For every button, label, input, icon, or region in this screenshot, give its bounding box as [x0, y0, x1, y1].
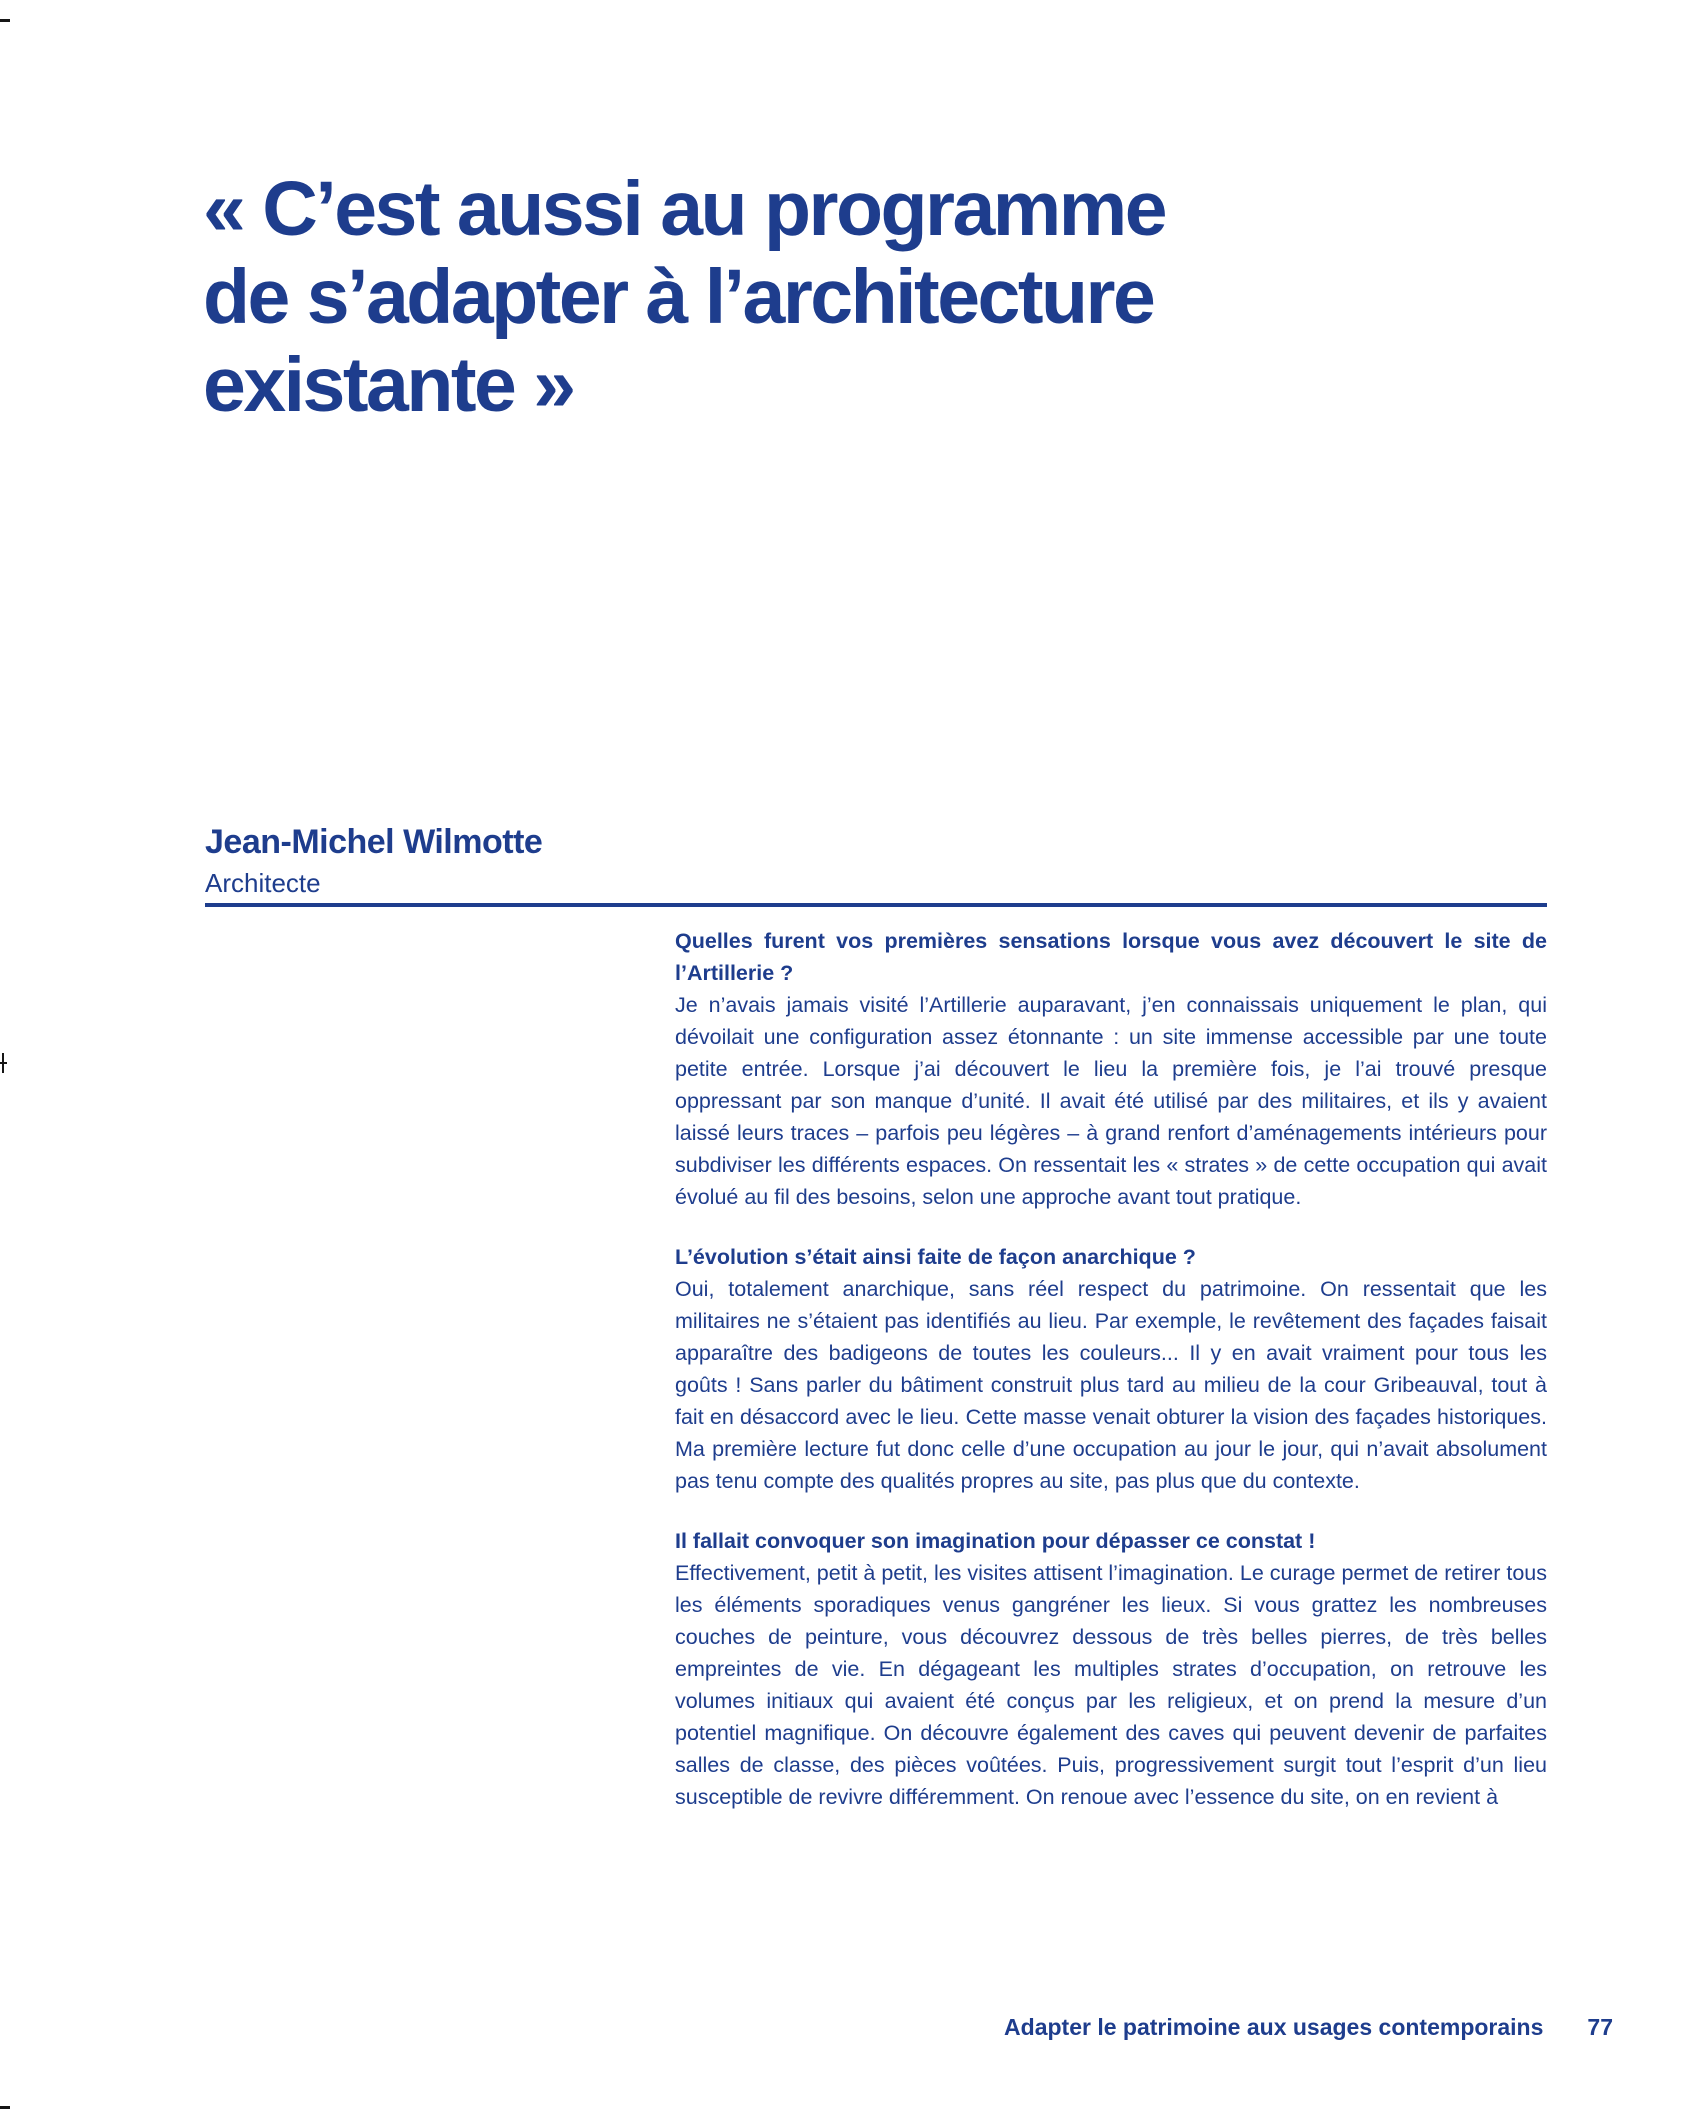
crop-mark-top-left — [0, 19, 10, 22]
footer-section-label: Adapter le patrimoine aux usages contemporains — [1004, 2014, 1544, 2040]
interview-answer: Oui, totalement anarchique, sans réel respect du patrimoine. On ressentait que les militaires ne s’étaient pas identifiés au lieu. Par exemple, le revêtement des façades faisait apparaître des badigeons de toutes les couleurs... Il y en avait vraiment pour tous les goûts ! Sans parler du bâtiment construit plus tard au milieu de la cour Gribeauval, tout à fait en désaccord avec le lieu. Cette masse venait obturer la vision des façades historiques. Ma première lecture fut donc celle d’une occupation au jour le jour, qui n’avait absolument pas tenu compte des qualités propres au site, pas plus que du contexte. — [675, 1277, 1547, 1493]
title-line-2: de s’adapter à l’architecture — [203, 254, 1154, 340]
interview-question: Il fallait convoquer son imagination pour dépasser ce constat ! — [675, 1529, 1316, 1553]
title-line-1: « C’est aussi au programme — [203, 166, 1166, 252]
title-line-3: existante » — [203, 342, 574, 428]
qa-block-2 — [675, 1241, 1547, 1497]
interview-question: L’évolution s’était ainsi faite de façon anarchique ? — [675, 1245, 1196, 1269]
qa-block-3 — [675, 1525, 1547, 1813]
registration-mark-left — [0, 1053, 7, 1073]
author-role: Architecte — [205, 868, 321, 898]
footer-page-number: 77 — [1587, 2014, 1613, 2040]
author-block — [205, 822, 542, 899]
page-footer — [675, 2012, 1613, 2042]
divider-rule — [205, 903, 1547, 907]
qa-block-1 — [675, 925, 1547, 1213]
page-title — [203, 165, 1165, 429]
interview-answer: Effectivement, petit à petit, les visites attisent l’imagination. Le curage permet de retirer tous les éléments sporadiques venus gangréner les lieux. Si vous grattez les nombreuses couches de peinture, vous découvrez dessous de très belles pierres, de très belles empreintes de vie. En dégageant les multiples strates d’occupation, on retrouve les volumes initiaux qui avaient été conçus par les religieux, et on prend la mesure d’un potentiel magnifique. On découvre également des caves qui peuvent devenir de parfaites salles de classe, des pièces voûtées. Puis, progressivement surgit tout l’esprit d’un lieu susceptible de revivre différemment. On renoue avec l’essence du site, on en revient à — [675, 1561, 1547, 1809]
interview-column — [675, 925, 1547, 1813]
interview-answer: Je n’avais jamais visité l’Artillerie auparavant, j’en connaissais uniquement le plan, qui dévoilait une configuration assez étonnante : un site immense accessible par une toute petite entrée. Lorsque j’ai découvert le lieu la première fois, je l’ai trouvé presque oppressant par son manque d’unité. Il avait été utilisé par des militaires, et ils y avaient laissé leurs traces – parfois peu légères – à grand renfort d’aménagements intérieurs pour subdiviser les différents espaces. On ressentait les « strates » de cette occupation qui avait évolué au fil des besoins, selon une approche avant tout pratique. — [675, 993, 1547, 1209]
interview-question: Quelles furent vos premières sensations lorsque vous avez découvert le site de l’Artillerie ? — [675, 929, 1547, 985]
crop-mark-bottom-left — [0, 2106, 10, 2109]
author-name: Jean-Michel Wilmotte — [205, 823, 543, 861]
registration-mark-vertical — [2, 1053, 4, 1073]
